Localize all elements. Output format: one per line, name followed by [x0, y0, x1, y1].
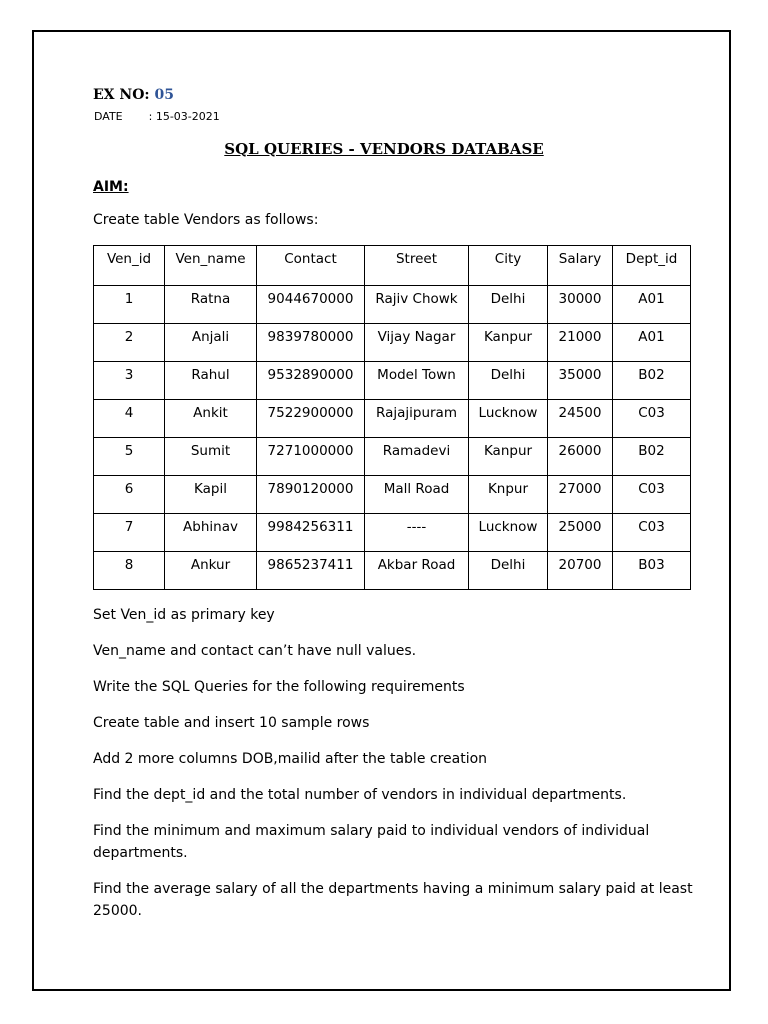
column-header: Ven_id	[94, 246, 165, 286]
table-cell: 7271000000	[257, 438, 365, 476]
table-cell: 1	[94, 286, 165, 324]
table-row	[94, 400, 691, 438]
table-row	[94, 286, 691, 324]
table-cell: ----	[365, 514, 469, 552]
column-header: Salary	[548, 246, 613, 286]
table-row	[94, 324, 691, 362]
table-cell: Anjali	[165, 324, 257, 362]
table-cell: 26000	[548, 438, 613, 476]
table-cell: Delhi	[469, 362, 548, 400]
table-cell: 30000	[548, 286, 613, 324]
aim-heading: AIM:	[93, 179, 129, 195]
table-cell: Abhinav	[165, 514, 257, 552]
table-cell: 9839780000	[257, 324, 365, 362]
table-cell: 9984256311	[257, 514, 365, 552]
exno-value: 05	[154, 87, 174, 103]
table-cell: Kanpur	[469, 324, 548, 362]
date-label: DATE	[94, 110, 123, 123]
table-cell: 7522900000	[257, 400, 365, 438]
table-cell: Vijay Nagar	[365, 324, 469, 362]
table-cell: Ratna	[165, 286, 257, 324]
table-cell: 6	[94, 476, 165, 514]
page-title: SQL QUERIES - VENDORS DATABASE	[224, 140, 544, 158]
table-row	[94, 552, 691, 590]
requirement-item: Find the minimum and maximum salary paid to individual vendors of individual departments.	[93, 823, 650, 861]
table-cell: Lucknow	[469, 514, 548, 552]
table-row	[94, 476, 691, 514]
table-row	[94, 438, 691, 476]
table-cell: B02	[613, 362, 691, 400]
table-cell: Rajiv Chowk	[365, 286, 469, 324]
requirement-item: Ven_name and contact can’t have null values.	[93, 643, 417, 659]
table-cell: A01	[613, 324, 691, 362]
table-cell: Rajajipuram	[365, 400, 469, 438]
table-cell: 8	[94, 552, 165, 590]
table-cell: Rahul	[165, 362, 257, 400]
table-cell: Mall Road	[365, 476, 469, 514]
table-cell: Ramadevi	[365, 438, 469, 476]
requirement-item: Add 2 more columns DOB,mailid after the table creation	[93, 751, 488, 767]
table-cell: 20700	[548, 552, 613, 590]
table-cell: Ankit	[165, 400, 257, 438]
table-cell: 9865237411	[257, 552, 365, 590]
date-line	[94, 110, 220, 123]
requirement-item: Write the SQL Queries for the following requirements	[93, 679, 465, 695]
exno-label: EX NO:	[93, 87, 150, 103]
requirement-item: Find the dept_id and the total number of vendors in individual departments.	[93, 787, 627, 803]
table-cell: 25000	[548, 514, 613, 552]
table-cell: Kanpur	[469, 438, 548, 476]
table-cell: Sumit	[165, 438, 257, 476]
table-cell: Delhi	[469, 552, 548, 590]
table-cell: 27000	[548, 476, 613, 514]
table-cell: Model Town	[365, 362, 469, 400]
requirement-item: Set Ven_id as primary key	[93, 607, 275, 623]
requirement-item: Create table and insert 10 sample rows	[93, 715, 370, 731]
intro-text: Create table Vendors as follows:	[93, 212, 319, 228]
table-cell: Akbar Road	[365, 552, 469, 590]
table-cell: C03	[613, 476, 691, 514]
table-cell: C03	[613, 400, 691, 438]
table-cell: B03	[613, 552, 691, 590]
table-cell: Ankur	[165, 552, 257, 590]
vendors-table	[93, 245, 691, 590]
table-row	[94, 362, 691, 400]
column-header: Street	[365, 246, 469, 286]
table-cell: 7	[94, 514, 165, 552]
column-header: Ven_name	[165, 246, 257, 286]
column-header: Contact	[257, 246, 365, 286]
table-cell: 21000	[548, 324, 613, 362]
table-row	[94, 514, 691, 552]
column-header: Dept_id	[613, 246, 691, 286]
requirements-list	[93, 604, 693, 936]
exercise-number	[93, 87, 174, 103]
table-cell: 9532890000	[257, 362, 365, 400]
table-cell: C03	[613, 514, 691, 552]
table-cell: Delhi	[469, 286, 548, 324]
table-cell: 7890120000	[257, 476, 365, 514]
table-header-row	[94, 246, 691, 286]
table-cell: 9044670000	[257, 286, 365, 324]
column-header: City	[469, 246, 548, 286]
table-cell: 35000	[548, 362, 613, 400]
table-cell: A01	[613, 286, 691, 324]
table-cell: 24500	[548, 400, 613, 438]
table-cell: 2	[94, 324, 165, 362]
table-cell: 4	[94, 400, 165, 438]
table-cell: 3	[94, 362, 165, 400]
table-cell: Knpur	[469, 476, 548, 514]
table-cell: Kapil	[165, 476, 257, 514]
table-cell: B02	[613, 438, 691, 476]
table-cell: Lucknow	[469, 400, 548, 438]
requirement-item: Find the average salary of all the departments having a minimum salary paid at least 25000.	[93, 881, 693, 919]
date-value: : 15-03-2021	[148, 110, 220, 123]
table-cell: 5	[94, 438, 165, 476]
